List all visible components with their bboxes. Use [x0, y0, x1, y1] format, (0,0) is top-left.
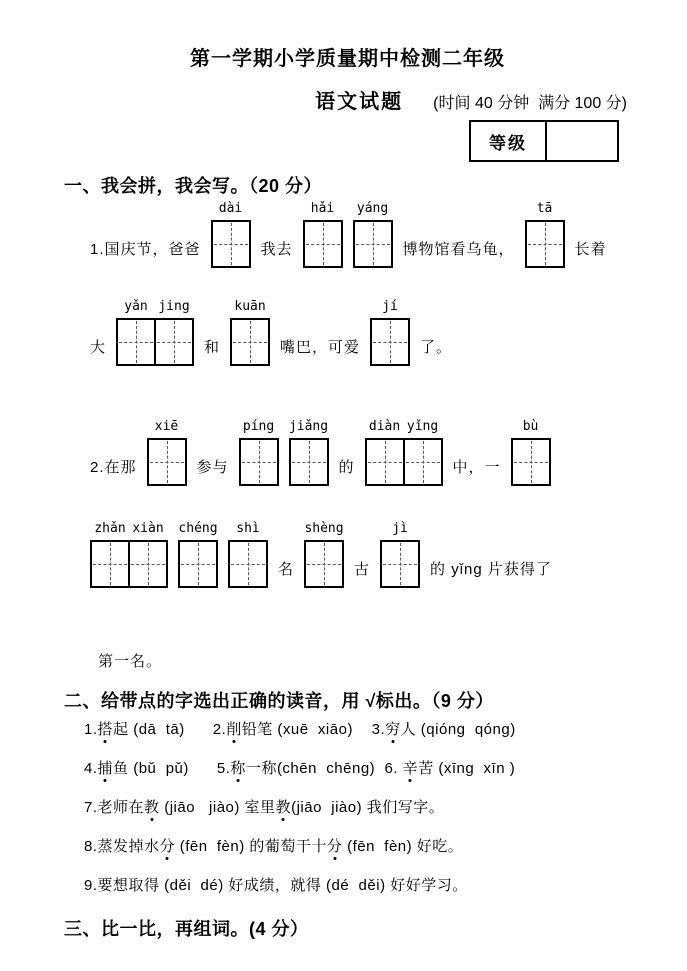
choice-line [64, 719, 631, 741]
line-text: (fēn fèn) 的葡萄干十 [175, 838, 327, 855]
dotted-char: 穷 [385, 719, 401, 741]
answer-box-group [211, 200, 251, 268]
line-text: 7.老师在 [84, 799, 145, 816]
answer-box-unit [230, 298, 270, 366]
answer-box[interactable] [116, 318, 156, 366]
answer-box[interactable] [230, 318, 270, 366]
dotted-char: 搭 [98, 719, 114, 741]
row-text: 大 [90, 339, 107, 356]
pinyin-label: xiàn [132, 521, 164, 536]
grade-label: 等级 [471, 122, 547, 160]
pinyin-label: yáng [356, 201, 389, 216]
answer-box-group [304, 520, 344, 588]
row-text: 参与 [196, 459, 229, 476]
answer-box-unit [353, 200, 393, 268]
pinyin-row [64, 418, 631, 486]
dotted-char: 教 [276, 797, 292, 819]
section1-tail: 第一名。 [98, 653, 163, 670]
row-text: 和 [204, 339, 221, 356]
line-text: (fēn fèn) 好吃。 [342, 838, 464, 855]
answer-box[interactable] [511, 438, 551, 486]
pinyin-label: xiē [154, 419, 179, 434]
row-text: 了。 [420, 339, 453, 356]
pinyin-label: jí [382, 299, 398, 314]
answer-box-group [353, 200, 393, 268]
row-text: 长着 [574, 241, 607, 258]
section3-heading: 三、比一比，再组词。(4 分） [64, 919, 309, 939]
answer-box[interactable] [304, 540, 344, 588]
row-text: 中，一 [452, 459, 501, 476]
choice-line [64, 836, 631, 858]
section1-heading: 一、我会拼，我会写。（20 分） [64, 176, 323, 196]
answer-box[interactable] [289, 438, 329, 486]
answer-box-unit [239, 418, 279, 486]
answer-box[interactable] [211, 220, 251, 268]
row-text: 2.在那 [90, 459, 137, 476]
line-text: 8.蒸发掉水 [84, 838, 160, 855]
pinyin-label: kuān [234, 299, 266, 314]
dotted-char: 削 [226, 719, 242, 741]
answer-box-unit [303, 200, 343, 268]
answer-box[interactable] [90, 540, 130, 588]
answer-box-unit [304, 520, 344, 588]
answer-box[interactable] [147, 438, 187, 486]
answer-box-unit [380, 520, 420, 588]
answer-box[interactable] [228, 540, 268, 588]
answer-box-group [147, 418, 187, 486]
answer-box-group [525, 200, 565, 268]
pinyin-label: yǐng [406, 419, 439, 434]
answer-box[interactable] [239, 438, 279, 486]
answer-box-group [230, 298, 270, 366]
dotted-char: 辛 [403, 758, 419, 780]
answer-box-group [303, 200, 343, 268]
answer-box-unit [525, 200, 565, 268]
dotted-char: 分 [160, 836, 176, 858]
pinyin-write-rows [64, 200, 631, 588]
answer-box-group [90, 520, 168, 588]
choice-line [64, 875, 631, 897]
pinyin-label: jì [392, 521, 408, 536]
row-text: 的 [338, 459, 355, 476]
section2-heading: 二、给带点的字选出正确的读音，用 √标出。（9 分） [64, 691, 494, 711]
answer-box[interactable] [178, 540, 218, 588]
pinyin-row [64, 298, 631, 366]
row-text: 我去 [260, 241, 293, 258]
page-title: 第一学期小学质量期中检测二年级 [190, 48, 505, 70]
answer-box-unit [511, 418, 551, 486]
row-text: 嘴巴，可爱 [280, 339, 361, 356]
pinyin-label: chéng [178, 521, 218, 536]
subtitle-row [64, 85, 631, 114]
answer-box[interactable] [353, 220, 393, 268]
line-text: 铅笔 (xuē xiāo) 3. [241, 721, 386, 738]
pinyin-row [64, 200, 631, 268]
dotted-char: 分 [327, 836, 343, 858]
pinyin-label: jiǎng [288, 419, 329, 434]
answer-box[interactable] [525, 220, 565, 268]
answer-box-group [365, 418, 443, 486]
pinyin-label: jing [158, 299, 190, 314]
line-text: 人 (qióng qóng) [400, 721, 516, 738]
answer-box-unit [403, 418, 443, 486]
answer-box-group [178, 520, 218, 588]
pronunciation-choice-lines [64, 719, 631, 897]
answer-box[interactable] [128, 540, 168, 588]
line-text: (jiāo jiào) 室里 [159, 799, 276, 816]
grade-value-cell[interactable] [547, 122, 617, 160]
pinyin-label: tā [536, 201, 553, 216]
answer-box-group [289, 418, 329, 486]
answer-box-group [228, 520, 268, 588]
pinyin-label: diàn [368, 419, 401, 434]
line-text: 苦 (xīng xīn ) [418, 760, 516, 777]
pinyin-label: zhǎn [94, 521, 126, 536]
answer-box-unit [154, 298, 194, 366]
answer-box-unit [90, 520, 130, 588]
pinyin-label: hǎi [310, 201, 335, 216]
answer-box-group [511, 418, 551, 486]
choice-line [64, 758, 631, 780]
line-text: 1. [84, 721, 98, 738]
dotted-char: 称 [230, 758, 246, 780]
answer-box[interactable] [380, 540, 420, 588]
answer-box-group [370, 298, 410, 366]
pinyin-label: yǎn [124, 299, 148, 314]
row-text: 名 [278, 561, 295, 578]
answer-box[interactable] [154, 318, 194, 366]
answer-box-unit [228, 520, 268, 588]
answer-box-unit [128, 520, 168, 588]
pinyin-row [64, 520, 631, 588]
line-text: 一称(chēn chēng) 6. [245, 760, 403, 777]
exam-meta: (时间 40 分钟 满分 100 分) [433, 95, 627, 112]
row-text: 博物馆看乌龟， [402, 241, 515, 258]
answer-box[interactable] [303, 220, 343, 268]
answer-box-unit [116, 298, 156, 366]
answer-box[interactable] [365, 438, 405, 486]
answer-box-unit [365, 418, 405, 486]
answer-box-group [380, 520, 420, 588]
row-text: 1.国庆节，爸爸 [90, 241, 201, 258]
line-text: (jiāo jiào) 我们写字。 [291, 799, 445, 816]
dotted-char: 教 [144, 797, 160, 819]
answer-box-unit [370, 298, 410, 366]
answer-box-unit [147, 418, 187, 486]
grade-table [469, 120, 619, 162]
answer-box-unit [211, 200, 251, 268]
answer-box-unit [289, 418, 329, 486]
pinyin-label: píng [242, 419, 275, 434]
answer-box-group [116, 298, 194, 366]
row-text: 的 yǐng 片获得了 [430, 561, 552, 578]
pinyin-label: shèng [304, 521, 344, 536]
line-text: 起 (dā tā) 2. [113, 721, 227, 738]
choice-line [64, 797, 631, 819]
line-text: 4. [84, 760, 98, 777]
pinyin-label: bù [522, 419, 539, 434]
pinyin-label: dài [218, 201, 243, 216]
answer-box[interactable] [403, 438, 443, 486]
answer-box-unit [178, 520, 218, 588]
line-text: 9.要想取得 (děi dé) 好成绩，就得 (dé děi) 好好学习。 [84, 877, 468, 894]
subject-title: 语文试题 [315, 91, 404, 113]
line-text: 鱼 (bǔ pǔ) 5. [113, 760, 231, 777]
answer-box-group [239, 418, 279, 486]
answer-box[interactable] [370, 318, 410, 366]
row-text: 古 [354, 561, 371, 578]
dotted-char: 捕 [98, 758, 114, 780]
pinyin-label: shì [236, 521, 260, 536]
